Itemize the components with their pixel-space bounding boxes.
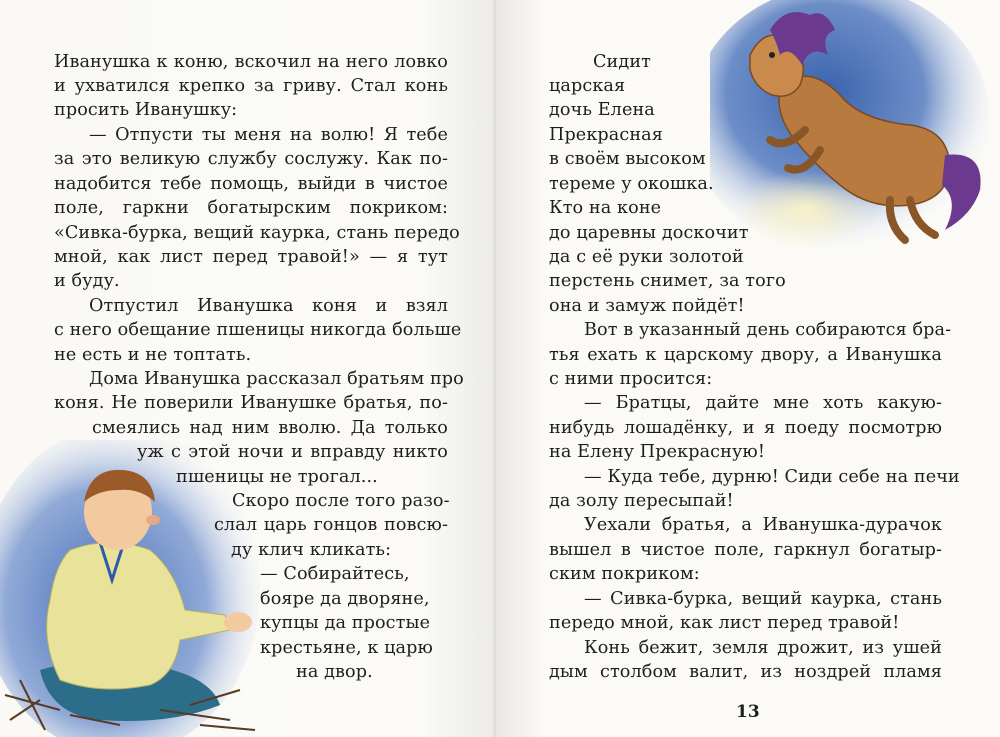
text-line: — Куда тебе, дурню! Сиди себе на печи [584,467,960,487]
text-line: Конь бежит, земля дрожит, из ушей [584,638,942,658]
text-line: ским покриком: [549,564,700,584]
page-number: 13 [736,702,760,722]
text-line: тереме у окошка. [549,174,714,194]
text-line: Вот в указанный день собираются бра- [584,320,952,340]
text-line: не есть и не топтать. [54,345,252,365]
left-page [0,0,496,737]
text-line: «Сивка-бурка, вещий каурка, стань передо [54,223,460,243]
text-line: дочь Елена [549,100,655,120]
text-line: бояре да дворяне, [260,589,430,609]
text-line: с ними просится: [549,369,713,389]
text-line: — Собирайтесь, [260,564,410,584]
text-line: и ухватился крепко за гриву. Стал конь [54,76,448,96]
text-line: Отпустил Иванушка коня и взял [89,296,448,316]
text-line: Прекрасная [549,125,663,145]
text-line: слал царь гонцов повсю- [214,515,448,535]
text-line: поле, гаркни богатырским покриком: [54,198,448,218]
text-line: перстень снимет, за того [549,271,786,291]
text-line: — Братцы, дайте мне хоть какую- [584,393,942,413]
text-line: она и замуж пойдёт! [549,296,745,316]
text-line: коня. Не поверили Иванушке братья, по- [54,393,448,413]
text-line: на Елену Прекрасную! [549,442,765,462]
text-line: на двор. [296,662,373,682]
text-line: купцы да простые [260,613,431,633]
horse-illustration [710,0,1000,290]
text-line: ду клич кликать: [231,540,392,560]
right-page [496,0,1000,737]
text-line: смеялись над ним вволю. Да только [92,418,448,438]
text-line: надобится тебе помощь, выйди в чистое [54,174,448,194]
text-line: да с её руки золотой [549,247,744,267]
text-line: — Отпусти ты меня на волю! Я тебе [89,125,448,145]
text-line: нибудь лошадёнку, и я поеду посмотрю [549,418,942,438]
text-line: тья ехать к царскому двору, а Иванушка [549,345,942,365]
text-line: и буду. [54,271,120,291]
text-line: царская [549,76,626,96]
text-line: — Сивка-бурка, вещий каурка, стань [584,589,942,609]
text-line: Кто на коне [549,198,662,218]
text-line: Скоро после того разо- [232,491,450,511]
text-line: Сидит [593,52,651,72]
text-line: мной, как лист перед травой!» — я тут [54,247,448,267]
text-line: да золу пересыпай! [549,491,734,511]
text-line: с него обещание пшеницы никогда больше [54,320,462,340]
text-line: Дома Иванушка рассказал братьям про [89,369,464,389]
text-line: за это великую службу сослужу. Как по- [54,149,448,169]
text-line: Уехали братья, а Иванушка-дурачок [584,515,942,535]
text-line: до царевны доскочит [549,223,749,243]
text-line: просить Иванушку: [54,100,238,120]
text-line: дым столбом валит, из ноздрей пламя [549,662,942,682]
text-line: Иванушка к коню, вскочил на него ловко [54,52,448,72]
text-line: в своём высоком [549,149,706,169]
text-line: передо мной, как лист перед травой! [549,613,900,633]
text-line: крестьяне, к царю [260,638,433,658]
text-line: вышел в чистое поле, гаркнул богатыр- [549,540,942,560]
text-line: пшеницы не трогал... [176,467,378,487]
text-line: уж с этой ночи и вправду никто [137,442,448,462]
